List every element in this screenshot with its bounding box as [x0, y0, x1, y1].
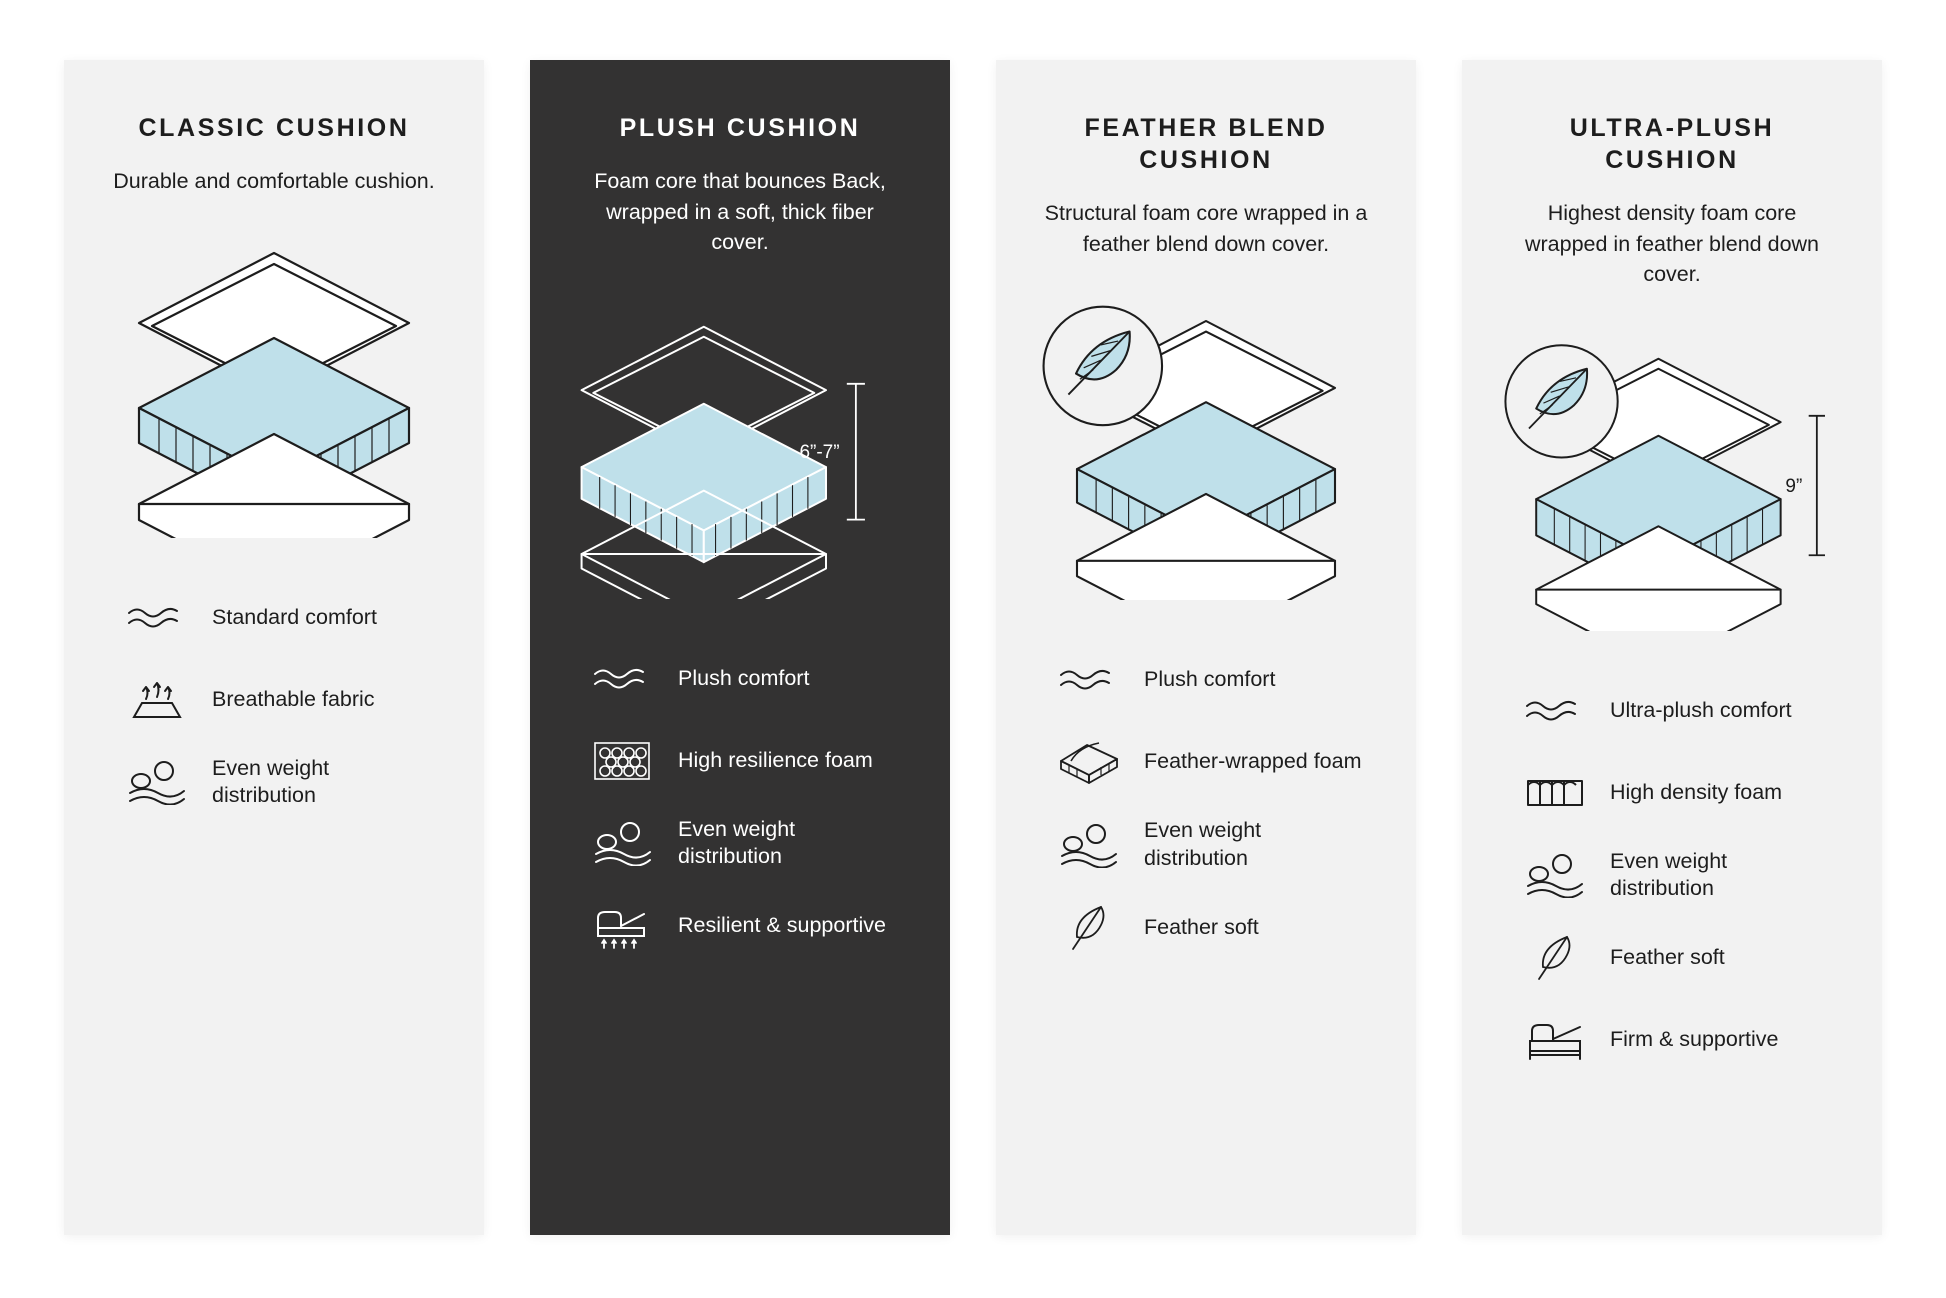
- list-item: [590, 899, 912, 953]
- cushion-exploded-diagram: [102, 223, 446, 553]
- feature-list: [102, 591, 446, 811]
- feature-label: Resilient & supportive: [678, 913, 886, 938]
- list-item: [590, 652, 912, 706]
- card-description: Durable and comfortable cushion.: [113, 169, 435, 193]
- list-item: [124, 673, 446, 727]
- page-title: PLUSH CUSHION: [619, 114, 861, 142]
- card-classic-cushion: [64, 60, 484, 1235]
- list-item: [1056, 653, 1378, 707]
- even-weight-icon: [590, 816, 656, 870]
- card-plush-cushion: [530, 60, 950, 1235]
- feature-label: Ultra-plush comfort: [1610, 697, 1792, 722]
- list-item: [590, 734, 912, 788]
- card-description: Foam core that bounces Back, wrapped in a soft, thick fiber cover.: [594, 169, 886, 255]
- wave-icon: [590, 652, 656, 706]
- cushion-layers-icon: [104, 238, 444, 538]
- feature-label: Even weight distribution: [678, 816, 796, 869]
- feature-label: Even weight distribution: [212, 755, 330, 808]
- list-item: [1522, 848, 1844, 904]
- list-item: [1522, 684, 1844, 738]
- even-weight-icon: [1522, 848, 1588, 902]
- feature-label: Even weight distribution: [1144, 818, 1262, 870]
- breathable-fabric-icon: [124, 673, 190, 727]
- list-item: [1522, 1013, 1844, 1067]
- cushion-exploded-diagram: [1034, 285, 1378, 615]
- card-ultra-plush-cushion: [1462, 60, 1882, 1235]
- feature-label: Plush comfort: [1144, 667, 1276, 692]
- honeycomb-foam-icon: [590, 734, 656, 788]
- list-item: [1056, 735, 1378, 789]
- even-weight-icon: [124, 755, 190, 809]
- list-item: [590, 816, 912, 872]
- feature-label: Breathable fabric: [212, 686, 375, 711]
- list-item: [124, 591, 446, 645]
- page-title: FEATHER BLEND CUSHION: [1084, 114, 1328, 174]
- feature-label: Even weight distribution: [1610, 848, 1728, 901]
- feather-icon: [1522, 931, 1588, 985]
- cushion-layers-icon: [1034, 300, 1378, 600]
- resilient-support-icon: [590, 899, 656, 953]
- wave-icon: [1522, 684, 1588, 738]
- feather-icon: [1056, 901, 1122, 955]
- card-description: Structural foam core wrapped in a feather blend down cover.: [1044, 201, 1368, 256]
- cushion-layers-icon: [1500, 331, 1844, 631]
- list-item: [1522, 766, 1844, 820]
- wave-icon: [124, 591, 190, 645]
- feature-label: Plush comfort: [678, 665, 810, 690]
- feature-label: Feather soft: [1144, 914, 1259, 939]
- feather-wrapped-foam-icon: [1056, 735, 1122, 789]
- feature-label: Standard comfort: [212, 604, 377, 629]
- list-item: [124, 755, 446, 811]
- list-item: [1522, 931, 1844, 985]
- cushion-exploded-diagram: [1500, 316, 1844, 646]
- wave-icon: [1056, 653, 1122, 707]
- dimension-label: 6”-7”: [799, 441, 840, 463]
- feature-label: Firm & supportive: [1610, 1027, 1779, 1052]
- list-item: [1056, 901, 1378, 955]
- cushion-exploded-diagram: [568, 284, 912, 614]
- even-weight-icon: [1056, 818, 1122, 872]
- feature-label: High resilience foam: [678, 747, 873, 772]
- page-title: ULTRA-PLUSH CUSHION: [1569, 114, 1775, 174]
- list-item: [1056, 817, 1378, 873]
- page-title: CLASSIC CUSHION: [138, 114, 410, 142]
- feature-list: [568, 652, 912, 954]
- card-description: Highest density foam core wrapped in feather blend down cover.: [1524, 201, 1820, 287]
- firm-support-icon: [1522, 1013, 1588, 1067]
- cushion-layers-icon: [568, 299, 912, 599]
- feature-label: Feather soft: [1610, 945, 1725, 970]
- feature-label: High density foam: [1610, 779, 1783, 804]
- dimension-label: 9”: [1785, 475, 1803, 497]
- feature-list: [1034, 653, 1378, 955]
- card-feather-blend-cushion: [996, 60, 1416, 1235]
- high-density-foam-icon: [1522, 766, 1588, 820]
- feature-label: Feather-wrapped foam: [1144, 749, 1362, 774]
- feature-list: [1500, 684, 1844, 1068]
